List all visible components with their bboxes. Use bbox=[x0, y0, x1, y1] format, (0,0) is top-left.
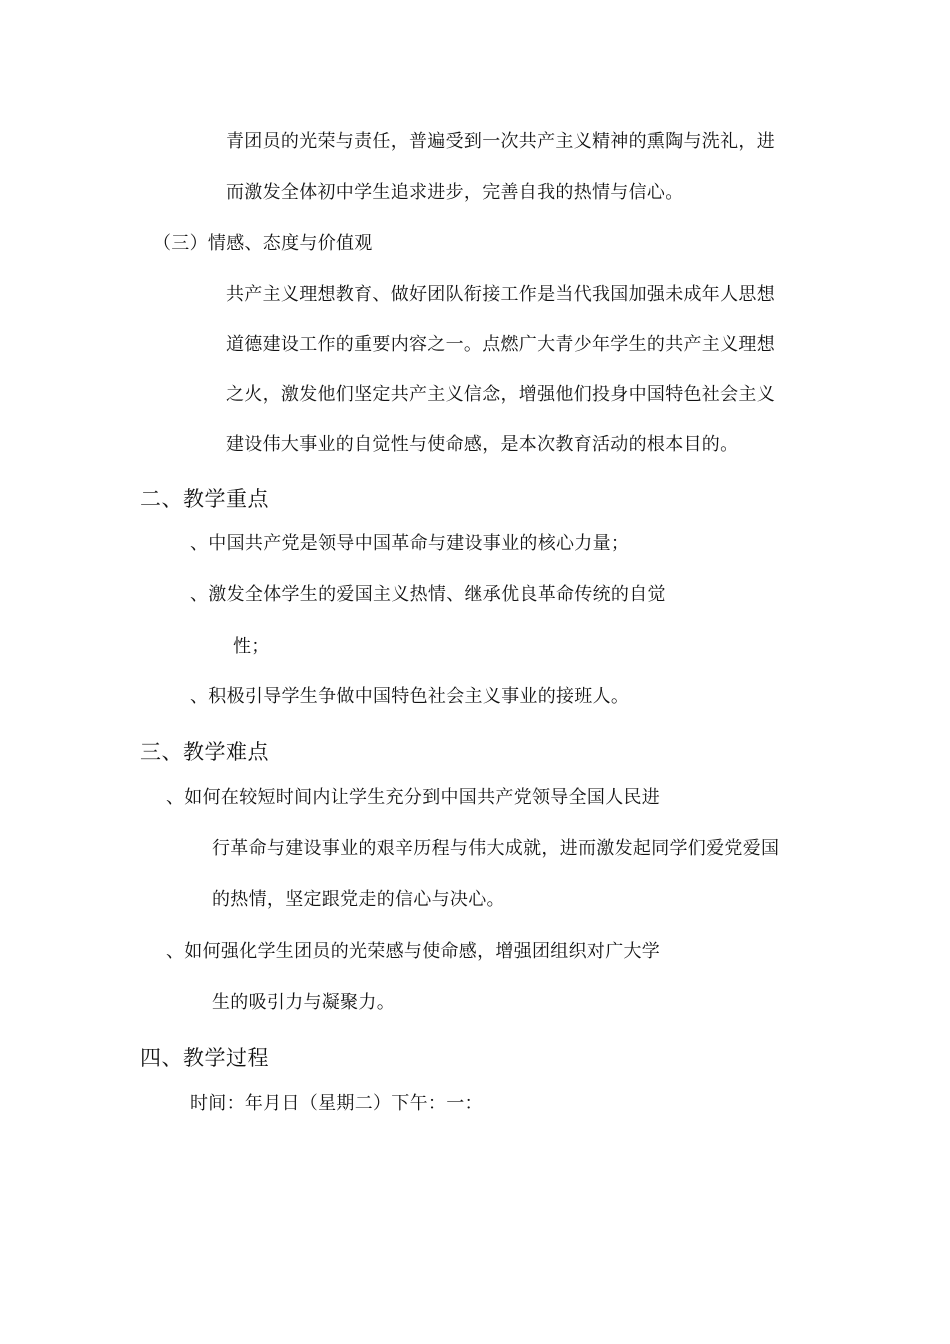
time-line: 时间：年月日（星期二）下午：一： bbox=[190, 1093, 483, 1114]
list-item-continuation: 的热情，坚定跟党走的信心与决心。 bbox=[212, 889, 505, 910]
list-item-continuation: 行革命与建设事业的艰辛历程与伟大成就，进而激发起同学们爱党爱国 bbox=[212, 838, 780, 859]
paragraph-line: 建设伟大事业的自觉性与使命感，是本次教育活动的根本目的。 bbox=[226, 434, 739, 455]
section-heading: 二、教学重点 bbox=[140, 487, 269, 511]
list-item: 、中国共产党是领导中国革命与建设事业的核心力量； bbox=[190, 533, 630, 554]
paragraph-line: 道德建设工作的重要内容之一。点燃广大青少年学生的共产主义理想 bbox=[226, 334, 775, 355]
list-item: 、积极引导学生争做中国特色社会主义事业的接班人。 bbox=[190, 686, 630, 707]
paragraph-line: 之火，激发他们坚定共产主义信念，增强他们投身中国特色社会主义 bbox=[226, 384, 775, 405]
section-heading: 四、教学过程 bbox=[140, 1046, 269, 1070]
list-item: 、如何在较短时间内让学生充分到中国共产党领导全国人民进 bbox=[166, 787, 661, 808]
section-heading: 三、教学难点 bbox=[140, 740, 269, 764]
paragraph-line: 而激发全体初中学生追求进步，完善自我的热情与信心。 bbox=[226, 182, 684, 203]
paragraph-line: 共产主义理想教育、做好团队衔接工作是当代我国加强未成年人思想 bbox=[226, 284, 775, 305]
list-item-continuation: 生的吸引力与凝聚力。 bbox=[212, 992, 395, 1013]
list-item-continuation: 性； bbox=[233, 636, 270, 657]
list-item: 、如何强化学生团员的光荣感与使命感，增强团组织对广大学 bbox=[166, 941, 661, 962]
paragraph-line: 青团员的光荣与责任，普遍受到一次共产主义精神的熏陶与洗礼，进 bbox=[226, 131, 775, 152]
subsection-title: （三）情感、态度与价值观 bbox=[153, 233, 373, 254]
list-item: 、激发全体学生的爱国主义热情、继承优良革命传统的自觉 bbox=[190, 584, 666, 605]
